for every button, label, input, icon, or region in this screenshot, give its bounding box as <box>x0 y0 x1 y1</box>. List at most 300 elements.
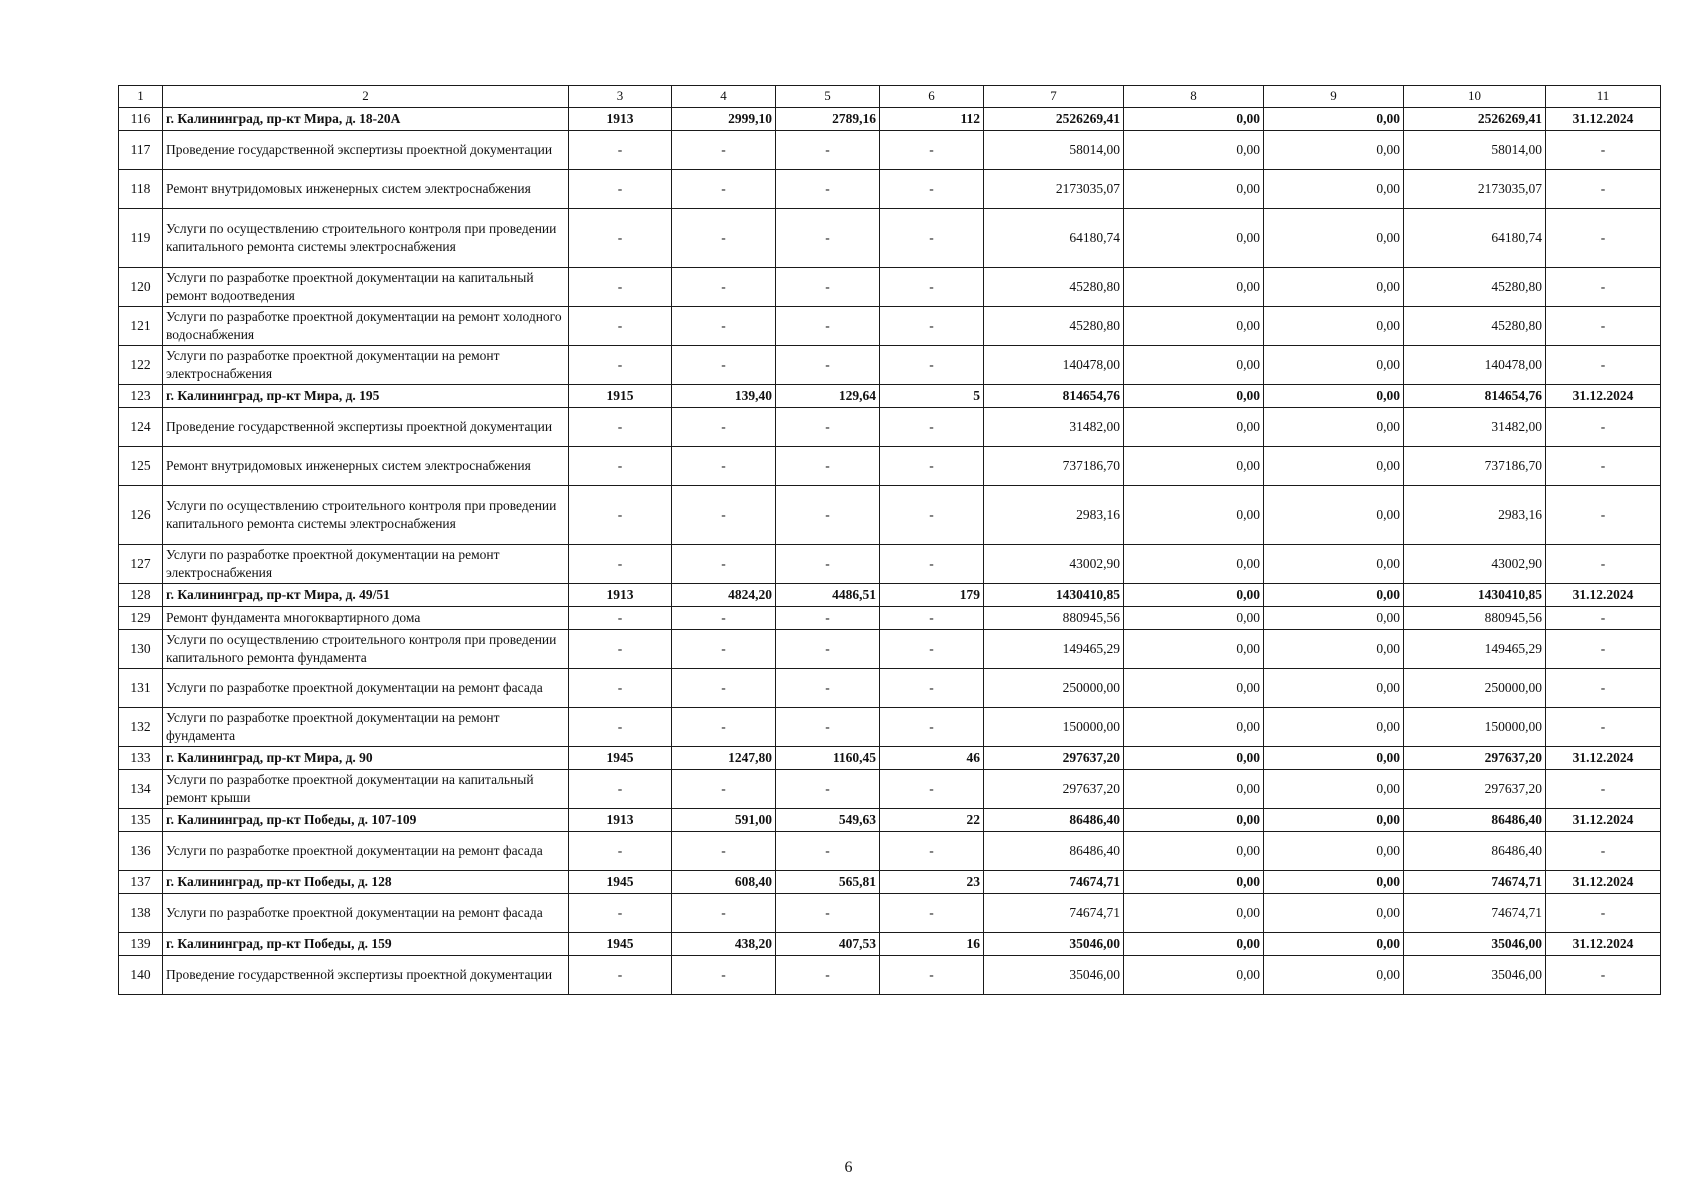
residents-cell: - <box>880 447 984 486</box>
owners-funds-cell: 880945,56 <box>1404 607 1546 630</box>
deadline-cell: - <box>1546 307 1661 346</box>
budget-cell: 0,00 <box>1264 307 1404 346</box>
row-number: 129 <box>119 607 163 630</box>
residents-cell: - <box>880 607 984 630</box>
budget-cell: 0,00 <box>1264 131 1404 170</box>
area-living-cell: - <box>776 708 880 747</box>
address-row <box>119 809 1661 832</box>
residents-cell: 16 <box>880 933 984 956</box>
row-number: 118 <box>119 170 163 209</box>
row-number: 135 <box>119 809 163 832</box>
year-cell: - <box>569 307 672 346</box>
area-total-cell: - <box>672 956 776 995</box>
deadline-cell: 31.12.2024 <box>1546 385 1661 408</box>
owners-funds-cell: 45280,80 <box>1404 307 1546 346</box>
work-row <box>119 307 1661 346</box>
fund-cell: 0,00 <box>1124 385 1264 408</box>
object-name: г. Калининград, пр-кт Мира, д. 49/51 <box>163 584 569 607</box>
page-number: 6 <box>844 1159 853 1176</box>
year-cell: - <box>569 447 672 486</box>
deadline-cell: 31.12.2024 <box>1546 871 1661 894</box>
fund-cell: 0,00 <box>1124 832 1264 871</box>
year-cell: - <box>569 486 672 545</box>
residents-cell: - <box>880 170 984 209</box>
row-number: 138 <box>119 894 163 933</box>
year-cell: 1915 <box>569 385 672 408</box>
object-name: Услуги по разработке проектной документации на ремонт фасада <box>163 669 569 708</box>
deadline-cell: - <box>1546 447 1661 486</box>
owners-funds-cell: 58014,00 <box>1404 131 1546 170</box>
area-total-cell: 4824,20 <box>672 584 776 607</box>
area-total-cell: - <box>672 630 776 669</box>
area-total-cell: - <box>672 447 776 486</box>
fund-cell: 0,00 <box>1124 307 1264 346</box>
object-name: Услуги по осуществлению строительного контроля при проведении капитального ремонта системы электроснабжения <box>163 209 569 268</box>
column-number: 11 <box>1546 86 1661 108</box>
owners-funds-cell: 297637,20 <box>1404 770 1546 809</box>
residents-cell: - <box>880 209 984 268</box>
object-name: Проведение государственной экспертизы проектной документации <box>163 131 569 170</box>
work-row <box>119 832 1661 871</box>
owners-funds-cell: 31482,00 <box>1404 408 1546 447</box>
cost-total-cell: 814654,76 <box>984 385 1124 408</box>
row-number: 125 <box>119 447 163 486</box>
deadline-cell: - <box>1546 607 1661 630</box>
budget-cell: 0,00 <box>1264 385 1404 408</box>
budget-cell: 0,00 <box>1264 894 1404 933</box>
year-cell: - <box>569 894 672 933</box>
year-cell: - <box>569 209 672 268</box>
residents-cell: - <box>880 545 984 584</box>
address-row <box>119 385 1661 408</box>
row-number: 131 <box>119 669 163 708</box>
fund-cell: 0,00 <box>1124 346 1264 385</box>
row-number: 126 <box>119 486 163 545</box>
deadline-cell: - <box>1546 770 1661 809</box>
deadline-cell: - <box>1546 170 1661 209</box>
fund-cell: 0,00 <box>1124 131 1264 170</box>
deadline-cell: 31.12.2024 <box>1546 584 1661 607</box>
deadline-cell: - <box>1546 131 1661 170</box>
column-number: 8 <box>1124 86 1264 108</box>
fund-cell: 0,00 <box>1124 770 1264 809</box>
owners-funds-cell: 2983,16 <box>1404 486 1546 545</box>
year-cell: - <box>569 956 672 995</box>
work-row <box>119 486 1661 545</box>
column-number: 3 <box>569 86 672 108</box>
area-total-cell: - <box>672 170 776 209</box>
residents-cell: 112 <box>880 108 984 131</box>
owners-funds-cell: 2173035,07 <box>1404 170 1546 209</box>
area-total-cell: - <box>672 607 776 630</box>
budget-cell: 0,00 <box>1264 630 1404 669</box>
object-name: г. Калининград, пр-кт Победы, д. 128 <box>163 871 569 894</box>
residents-cell: - <box>880 894 984 933</box>
residents-cell: - <box>880 630 984 669</box>
deadline-cell: - <box>1546 630 1661 669</box>
row-number: 121 <box>119 307 163 346</box>
cost-total-cell: 35046,00 <box>984 933 1124 956</box>
area-living-cell: - <box>776 770 880 809</box>
residents-cell: - <box>880 956 984 995</box>
deadline-cell: - <box>1546 408 1661 447</box>
work-row <box>119 545 1661 584</box>
column-number: 2 <box>163 86 569 108</box>
row-number: 123 <box>119 385 163 408</box>
deadline-cell: - <box>1546 669 1661 708</box>
area-living-cell: - <box>776 346 880 385</box>
area-total-cell: - <box>672 832 776 871</box>
cost-total-cell: 150000,00 <box>984 708 1124 747</box>
budget-cell: 0,00 <box>1264 956 1404 995</box>
owners-funds-cell: 250000,00 <box>1404 669 1546 708</box>
residents-cell: - <box>880 669 984 708</box>
year-cell: 1945 <box>569 933 672 956</box>
residents-cell: - <box>880 346 984 385</box>
area-total-cell: 139,40 <box>672 385 776 408</box>
budget-cell: 0,00 <box>1264 809 1404 832</box>
row-number: 132 <box>119 708 163 747</box>
work-row <box>119 770 1661 809</box>
deadline-cell: - <box>1546 346 1661 385</box>
work-row <box>119 170 1661 209</box>
cost-total-cell: 64180,74 <box>984 209 1124 268</box>
work-row <box>119 209 1661 268</box>
residents-cell: 23 <box>880 871 984 894</box>
object-name: Услуги по разработке проектной документации на ремонт электроснабжения <box>163 346 569 385</box>
fund-cell: 0,00 <box>1124 447 1264 486</box>
year-cell: - <box>569 346 672 385</box>
owners-funds-cell: 149465,29 <box>1404 630 1546 669</box>
area-living-cell: - <box>776 607 880 630</box>
object-name: Услуги по разработке проектной документации на ремонт фундамента <box>163 708 569 747</box>
area-total-cell: - <box>672 408 776 447</box>
area-total-cell: 608,40 <box>672 871 776 894</box>
deadline-cell: - <box>1546 894 1661 933</box>
area-total-cell: - <box>672 545 776 584</box>
row-number: 134 <box>119 770 163 809</box>
area-living-cell: - <box>776 447 880 486</box>
fund-cell: 0,00 <box>1124 630 1264 669</box>
object-name: Ремонт фундамента многоквартирного дома <box>163 607 569 630</box>
row-number: 120 <box>119 268 163 307</box>
budget-cell: 0,00 <box>1264 607 1404 630</box>
object-name: г. Калининград, пр-кт Мира, д. 90 <box>163 747 569 770</box>
year-cell: 1913 <box>569 584 672 607</box>
owners-funds-cell: 2526269,41 <box>1404 108 1546 131</box>
row-number: 116 <box>119 108 163 131</box>
area-total-cell: 1247,80 <box>672 747 776 770</box>
cost-total-cell: 86486,40 <box>984 832 1124 871</box>
fund-cell: 0,00 <box>1124 268 1264 307</box>
fund-cell: 0,00 <box>1124 933 1264 956</box>
cost-total-cell: 74674,71 <box>984 871 1124 894</box>
residents-cell: - <box>880 770 984 809</box>
work-row <box>119 268 1661 307</box>
cost-total-cell: 880945,56 <box>984 607 1124 630</box>
fund-cell: 0,00 <box>1124 607 1264 630</box>
address-row <box>119 933 1661 956</box>
budget-cell: 0,00 <box>1264 170 1404 209</box>
residents-cell: - <box>880 268 984 307</box>
area-living-cell: 4486,51 <box>776 584 880 607</box>
fund-cell: 0,00 <box>1124 584 1264 607</box>
area-living-cell: - <box>776 956 880 995</box>
area-living-cell: - <box>776 268 880 307</box>
fund-cell: 0,00 <box>1124 894 1264 933</box>
deadline-cell: 31.12.2024 <box>1546 809 1661 832</box>
cost-total-cell: 74674,71 <box>984 894 1124 933</box>
area-total-cell: - <box>672 894 776 933</box>
address-row <box>119 747 1661 770</box>
row-number: 140 <box>119 956 163 995</box>
object-name: Услуги по осуществлению строительного контроля при проведении капитального ремонта фундамента <box>163 630 569 669</box>
object-name: Услуги по разработке проектной документации на ремонт фасада <box>163 832 569 871</box>
area-total-cell: - <box>672 669 776 708</box>
object-name: г. Калининград, пр-кт Победы, д. 159 <box>163 933 569 956</box>
budget-cell: 0,00 <box>1264 486 1404 545</box>
row-number: 117 <box>119 131 163 170</box>
cost-total-cell: 35046,00 <box>984 956 1124 995</box>
area-total-cell: 2999,10 <box>672 108 776 131</box>
cost-total-cell: 2983,16 <box>984 486 1124 545</box>
column-number: 9 <box>1264 86 1404 108</box>
work-row <box>119 894 1661 933</box>
area-living-cell: - <box>776 486 880 545</box>
row-number: 133 <box>119 747 163 770</box>
cost-total-cell: 1430410,85 <box>984 584 1124 607</box>
row-number: 128 <box>119 584 163 607</box>
row-number: 136 <box>119 832 163 871</box>
deadline-cell: 31.12.2024 <box>1546 108 1661 131</box>
fund-cell: 0,00 <box>1124 871 1264 894</box>
owners-funds-cell: 86486,40 <box>1404 809 1546 832</box>
work-row <box>119 346 1661 385</box>
cost-total-cell: 737186,70 <box>984 447 1124 486</box>
address-row <box>119 108 1661 131</box>
row-number: 122 <box>119 346 163 385</box>
fund-cell: 0,00 <box>1124 170 1264 209</box>
object-name: Услуги по осуществлению строительного контроля при проведении капитального ремонта системы электроснабжения <box>163 486 569 545</box>
area-total-cell: - <box>672 486 776 545</box>
year-cell: 1913 <box>569 809 672 832</box>
owners-funds-cell: 74674,71 <box>1404 871 1546 894</box>
owners-funds-cell: 74674,71 <box>1404 894 1546 933</box>
object-name: Ремонт внутридомовых инженерных систем электроснабжения <box>163 447 569 486</box>
work-row <box>119 630 1661 669</box>
area-total-cell: - <box>672 770 776 809</box>
residents-cell: - <box>880 307 984 346</box>
work-row <box>119 408 1661 447</box>
area-living-cell: - <box>776 131 880 170</box>
area-living-cell: 565,81 <box>776 871 880 894</box>
budget-cell: 0,00 <box>1264 933 1404 956</box>
year-cell: - <box>569 708 672 747</box>
budget-cell: 0,00 <box>1264 770 1404 809</box>
deadline-cell: - <box>1546 209 1661 268</box>
area-total-cell: - <box>672 346 776 385</box>
area-living-cell: - <box>776 408 880 447</box>
budget-cell: 0,00 <box>1264 669 1404 708</box>
cost-total-cell: 31482,00 <box>984 408 1124 447</box>
year-cell: - <box>569 268 672 307</box>
year-cell: 1945 <box>569 871 672 894</box>
area-living-cell: - <box>776 832 880 871</box>
cost-total-cell: 140478,00 <box>984 346 1124 385</box>
budget-cell: 0,00 <box>1264 209 1404 268</box>
owners-funds-cell: 45280,80 <box>1404 268 1546 307</box>
residents-cell: - <box>880 708 984 747</box>
work-row <box>119 607 1661 630</box>
program-table <box>118 85 1661 995</box>
area-living-cell: 407,53 <box>776 933 880 956</box>
row-number: 127 <box>119 545 163 584</box>
row-number: 130 <box>119 630 163 669</box>
budget-cell: 0,00 <box>1264 447 1404 486</box>
year-cell: 1913 <box>569 108 672 131</box>
cost-total-cell: 250000,00 <box>984 669 1124 708</box>
owners-funds-cell: 64180,74 <box>1404 209 1546 268</box>
column-number: 7 <box>984 86 1124 108</box>
area-living-cell: - <box>776 894 880 933</box>
address-row <box>119 871 1661 894</box>
area-living-cell: 2789,16 <box>776 108 880 131</box>
residents-cell: 5 <box>880 385 984 408</box>
year-cell: - <box>569 545 672 584</box>
column-number-row <box>119 86 1661 108</box>
deadline-cell: - <box>1546 708 1661 747</box>
object-name: г. Калининград, пр-кт Мира, д. 18-20А <box>163 108 569 131</box>
object-name: Ремонт внутридомовых инженерных систем электроснабжения <box>163 170 569 209</box>
area-total-cell: - <box>672 268 776 307</box>
owners-funds-cell: 43002,90 <box>1404 545 1546 584</box>
object-name: г. Калининград, пр-кт Мира, д. 195 <box>163 385 569 408</box>
object-name: Услуги по разработке проектной документации на капитальный ремонт крыши <box>163 770 569 809</box>
area-living-cell: 549,63 <box>776 809 880 832</box>
budget-cell: 0,00 <box>1264 871 1404 894</box>
deadline-cell: - <box>1546 832 1661 871</box>
object-name: г. Калининград, пр-кт Победы, д. 107-109 <box>163 809 569 832</box>
budget-cell: 0,00 <box>1264 584 1404 607</box>
area-total-cell: - <box>672 708 776 747</box>
deadline-cell: 31.12.2024 <box>1546 933 1661 956</box>
fund-cell: 0,00 <box>1124 747 1264 770</box>
cost-total-cell: 43002,90 <box>984 545 1124 584</box>
area-total-cell: 438,20 <box>672 933 776 956</box>
fund-cell: 0,00 <box>1124 408 1264 447</box>
budget-cell: 0,00 <box>1264 408 1404 447</box>
object-name: Услуги по разработке проектной документации на ремонт электроснабжения <box>163 545 569 584</box>
area-total-cell: - <box>672 209 776 268</box>
budget-cell: 0,00 <box>1264 268 1404 307</box>
row-number: 119 <box>119 209 163 268</box>
cost-total-cell: 86486,40 <box>984 809 1124 832</box>
owners-funds-cell: 140478,00 <box>1404 346 1546 385</box>
cost-total-cell: 58014,00 <box>984 131 1124 170</box>
area-living-cell: - <box>776 630 880 669</box>
column-number: 5 <box>776 86 880 108</box>
cost-total-cell: 2173035,07 <box>984 170 1124 209</box>
owners-funds-cell: 35046,00 <box>1404 933 1546 956</box>
row-number: 137 <box>119 871 163 894</box>
object-name: Проведение государственной экспертизы проектной документации <box>163 956 569 995</box>
deadline-cell: - <box>1546 545 1661 584</box>
row-number: 124 <box>119 408 163 447</box>
year-cell: - <box>569 131 672 170</box>
budget-cell: 0,00 <box>1264 708 1404 747</box>
fund-cell: 0,00 <box>1124 486 1264 545</box>
fund-cell: 0,00 <box>1124 956 1264 995</box>
residents-cell: - <box>880 408 984 447</box>
deadline-cell: - <box>1546 486 1661 545</box>
fund-cell: 0,00 <box>1124 708 1264 747</box>
work-row <box>119 708 1661 747</box>
address-row <box>119 584 1661 607</box>
residents-cell: 22 <box>880 809 984 832</box>
row-number: 139 <box>119 933 163 956</box>
budget-cell: 0,00 <box>1264 545 1404 584</box>
fund-cell: 0,00 <box>1124 545 1264 584</box>
table-body <box>119 86 1661 995</box>
deadline-cell: - <box>1546 956 1661 995</box>
column-number: 4 <box>672 86 776 108</box>
residents-cell: - <box>880 131 984 170</box>
year-cell: - <box>569 770 672 809</box>
column-number: 6 <box>880 86 984 108</box>
budget-cell: 0,00 <box>1264 346 1404 385</box>
work-row <box>119 131 1661 170</box>
object-name: Услуги по разработке проектной документации на капитальный ремонт водоотведения <box>163 268 569 307</box>
column-number: 10 <box>1404 86 1546 108</box>
year-cell: - <box>569 669 672 708</box>
year-cell: - <box>569 408 672 447</box>
area-living-cell: - <box>776 669 880 708</box>
column-number: 1 <box>119 86 163 108</box>
fund-cell: 0,00 <box>1124 809 1264 832</box>
fund-cell: 0,00 <box>1124 209 1264 268</box>
object-name: Проведение государственной экспертизы проектной документации <box>163 408 569 447</box>
area-total-cell: - <box>672 307 776 346</box>
residents-cell: 179 <box>880 584 984 607</box>
object-name: Услуги по разработке проектной документации на ремонт фасада <box>163 894 569 933</box>
owners-funds-cell: 86486,40 <box>1404 832 1546 871</box>
owners-funds-cell: 35046,00 <box>1404 956 1546 995</box>
year-cell: 1945 <box>569 747 672 770</box>
work-row <box>119 669 1661 708</box>
work-row <box>119 956 1661 995</box>
owners-funds-cell: 150000,00 <box>1404 708 1546 747</box>
year-cell: - <box>569 832 672 871</box>
area-living-cell: - <box>776 170 880 209</box>
area-total-cell: 591,00 <box>672 809 776 832</box>
area-living-cell: - <box>776 209 880 268</box>
cost-total-cell: 149465,29 <box>984 630 1124 669</box>
area-living-cell: 1160,45 <box>776 747 880 770</box>
cost-total-cell: 45280,80 <box>984 268 1124 307</box>
cost-total-cell: 297637,20 <box>984 747 1124 770</box>
area-living-cell: - <box>776 545 880 584</box>
cost-total-cell: 2526269,41 <box>984 108 1124 131</box>
residents-cell: - <box>880 486 984 545</box>
cost-total-cell: 45280,80 <box>984 307 1124 346</box>
year-cell: - <box>569 170 672 209</box>
year-cell: - <box>569 630 672 669</box>
budget-cell: 0,00 <box>1264 832 1404 871</box>
owners-funds-cell: 297637,20 <box>1404 747 1546 770</box>
owners-funds-cell: 1430410,85 <box>1404 584 1546 607</box>
area-living-cell: - <box>776 307 880 346</box>
deadline-cell: - <box>1546 268 1661 307</box>
